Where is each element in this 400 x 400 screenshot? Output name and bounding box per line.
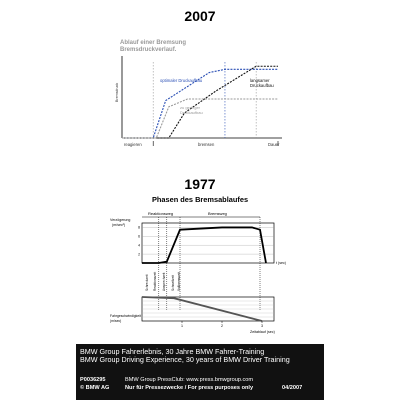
chart-1977-top-ytick-3: 8 [138, 225, 140, 230]
chart-2007-phase-duration: Dauer [268, 142, 280, 147]
chart-1977-xtick-label-1: 2 [221, 324, 223, 328]
chart-2007-legend-slow-1: langsamer [250, 78, 270, 83]
chart-1977-y-label-speed-1: Fahrgeschwindigkeit [110, 314, 141, 318]
chart-1977-top-ytick-0: 2 [138, 252, 140, 257]
chart-1977-x-label-bottom: Zeitablauf (sec) [250, 330, 275, 334]
chart-2007-brake-pressure [110, 34, 290, 156]
chart-2007-phase-react: reagieren [124, 142, 142, 147]
chart-1977-top-ytick-1: 4 [138, 243, 140, 248]
chart-1977-phase-label-1: Reaktionszeit [152, 271, 157, 291]
chart-1977-xtick-label-0: 1 [181, 324, 183, 328]
chart-1977-y-label-decel-2: (m/sec²) [112, 223, 126, 227]
press-use-note: Nur für Pressezwecke / For press purposes only [125, 385, 254, 391]
photo-code: P0036295 [80, 377, 106, 383]
pressclub-link[interactable]: BMW Group PressClub: www.press.bmwgroup.com [125, 377, 254, 383]
chart-1977-region-reaction: Reaktionsweg [148, 211, 174, 216]
chart-2007-legend-low-2: Druckaufbau [180, 110, 203, 115]
chart-2007-phase-brake: bremsen [198, 142, 215, 147]
press-caption [76, 344, 324, 400]
caption-line-english: BMW Group Driving Experience, 30 years of BMW Driver Training [80, 355, 290, 364]
chart-2007-legend-low-1: zu geringer [180, 105, 201, 110]
chart-2007-title-line1: Ablauf einer Bremsung [120, 40, 187, 46]
copyright-notice: © BMW AG [80, 385, 110, 391]
chart-1977-xtick-label-2: 3 [261, 324, 263, 328]
year-2007-heading: 2007 [184, 8, 216, 24]
chart-2007-series-1 [122, 66, 278, 138]
chart-1977-y-label-speed-2: (m/sec) [110, 319, 122, 323]
chart-1977-region-braking: Bremsweg [208, 211, 227, 216]
chart-1977-phase-label-3: Schwellzeit [171, 275, 176, 291]
year-1977-heading: 1977 [184, 176, 216, 192]
chart-1977-braking-phases [110, 193, 290, 335]
chart-1977-y-label-decel-1: Verzögerung [110, 218, 131, 222]
caption-line-german: BMW Group Fahrerlebnis, 30 Jahre BMW Fahrer-Training [80, 347, 265, 356]
chart-1977-phase-label-4: Vollbremszeit [176, 272, 181, 291]
chart-1977-top-ytick-2: 6 [138, 234, 140, 239]
chart-2007-y-axis-label: Bremsdruck [115, 82, 119, 102]
chart-2007-legend-slow-2: Druckaufbau [250, 83, 274, 88]
release-date: 04/2007 [282, 385, 303, 391]
chart-1977-phase-label-2: Ansprechzeit [162, 272, 166, 291]
chart-2007-legend-optimal: optimaler Druckaufbau [160, 78, 203, 83]
chart-1977-title: Phasen des Bremsablaufes [151, 195, 249, 204]
chart-2007-title-line2: Bremsdruckverlauf. [120, 47, 177, 53]
chart-1977-x-unit-top: t (sec) [276, 261, 286, 265]
chart-1977-phase-label-0: Schreckzeit [144, 274, 149, 291]
